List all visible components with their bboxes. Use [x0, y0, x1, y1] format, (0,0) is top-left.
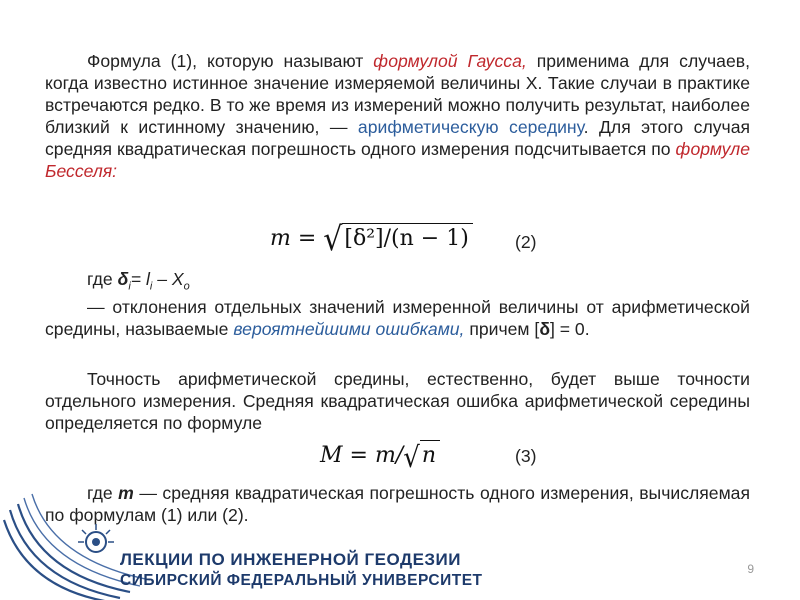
footer-banner	[0, 490, 800, 600]
l-term: = l	[130, 269, 150, 289]
footer-line-2: СИБИРСКИЙ ФЕДЕРАЛЬНЫЙ УНИВЕРСИТЕТ	[120, 572, 483, 589]
formula-bessel	[270, 222, 473, 257]
para1-text-3: . Для этого случая средняя квадратическая погрешность одного измерения подсчитывается по	[45, 117, 751, 159]
formula2-lhs: m =	[270, 226, 324, 251]
equation-number-2: (2)	[515, 232, 537, 252]
para1-text-2: применима для случаев, когда известно истинное значение измеряемой величины Х. Такие случаи в практике встречаются редко. В то же время из измерений можно получить результат, наиболее близкий к истинному значению, —	[45, 51, 750, 137]
formula3-lhs: M = m/	[320, 443, 404, 468]
delta-bold: δ	[539, 319, 550, 339]
formula-mean-error	[320, 440, 440, 473]
where-label-2: где	[87, 483, 119, 503]
sqrt-sign: √[δ²]/(n − 1)	[323, 222, 473, 257]
sun-emblem-icon	[78, 524, 114, 552]
formula2-radicand: [δ²]/(n − 1)	[342, 223, 472, 251]
para4-text: — средняя квадратическая погрешность одного измерения, вычисляемая по формулам (1) или (2).	[45, 483, 750, 525]
arithmetic-mean-term: арифметическую середину	[357, 117, 584, 137]
l-subscript: i	[149, 280, 153, 293]
gauss-formula-term: формулой Гаусса,	[373, 51, 527, 71]
m-symbol: m	[118, 483, 134, 503]
delta-subscript: i	[128, 280, 131, 293]
x-term: – X	[152, 269, 184, 289]
page-number: 9	[747, 562, 754, 576]
para2-text-2: причем [	[464, 319, 540, 339]
formula3-radicand: n	[420, 440, 440, 468]
paragraph-accuracy	[45, 368, 750, 434]
paragraph-deviations	[45, 296, 750, 340]
equation-number-3: (3)	[515, 446, 537, 466]
bessel-formula-term: формуле Бесселя:	[45, 139, 750, 181]
para2-text-1: — отклонения отдельных значений измеренной величины от арифметической средины, называемые	[45, 297, 750, 339]
footer-line-1: ЛЕКЦИИ ПО ИНЖЕНЕРНОЙ ГЕОДЕЗИИ	[120, 550, 461, 569]
sqrt-sign-3: √n	[403, 440, 440, 473]
para2-text-3: ] = 0.	[549, 319, 590, 339]
paragraph-gauss-formula	[45, 50, 750, 182]
delta-symbol: δ	[117, 269, 129, 289]
where-deviation-line	[45, 268, 750, 298]
para3-text: Точность арифметической средины, естественно, будет выше точности отдельного измерения. Средняя квадратическая ошибка арифметической середины определяется по формуле	[45, 369, 750, 433]
x-subscript: o	[183, 280, 190, 293]
probable-errors-term: вероятнейшими ошибками,	[233, 319, 465, 339]
para1-text-1: Формула (1), которую называют	[87, 51, 374, 71]
where-label: где	[87, 269, 118, 289]
